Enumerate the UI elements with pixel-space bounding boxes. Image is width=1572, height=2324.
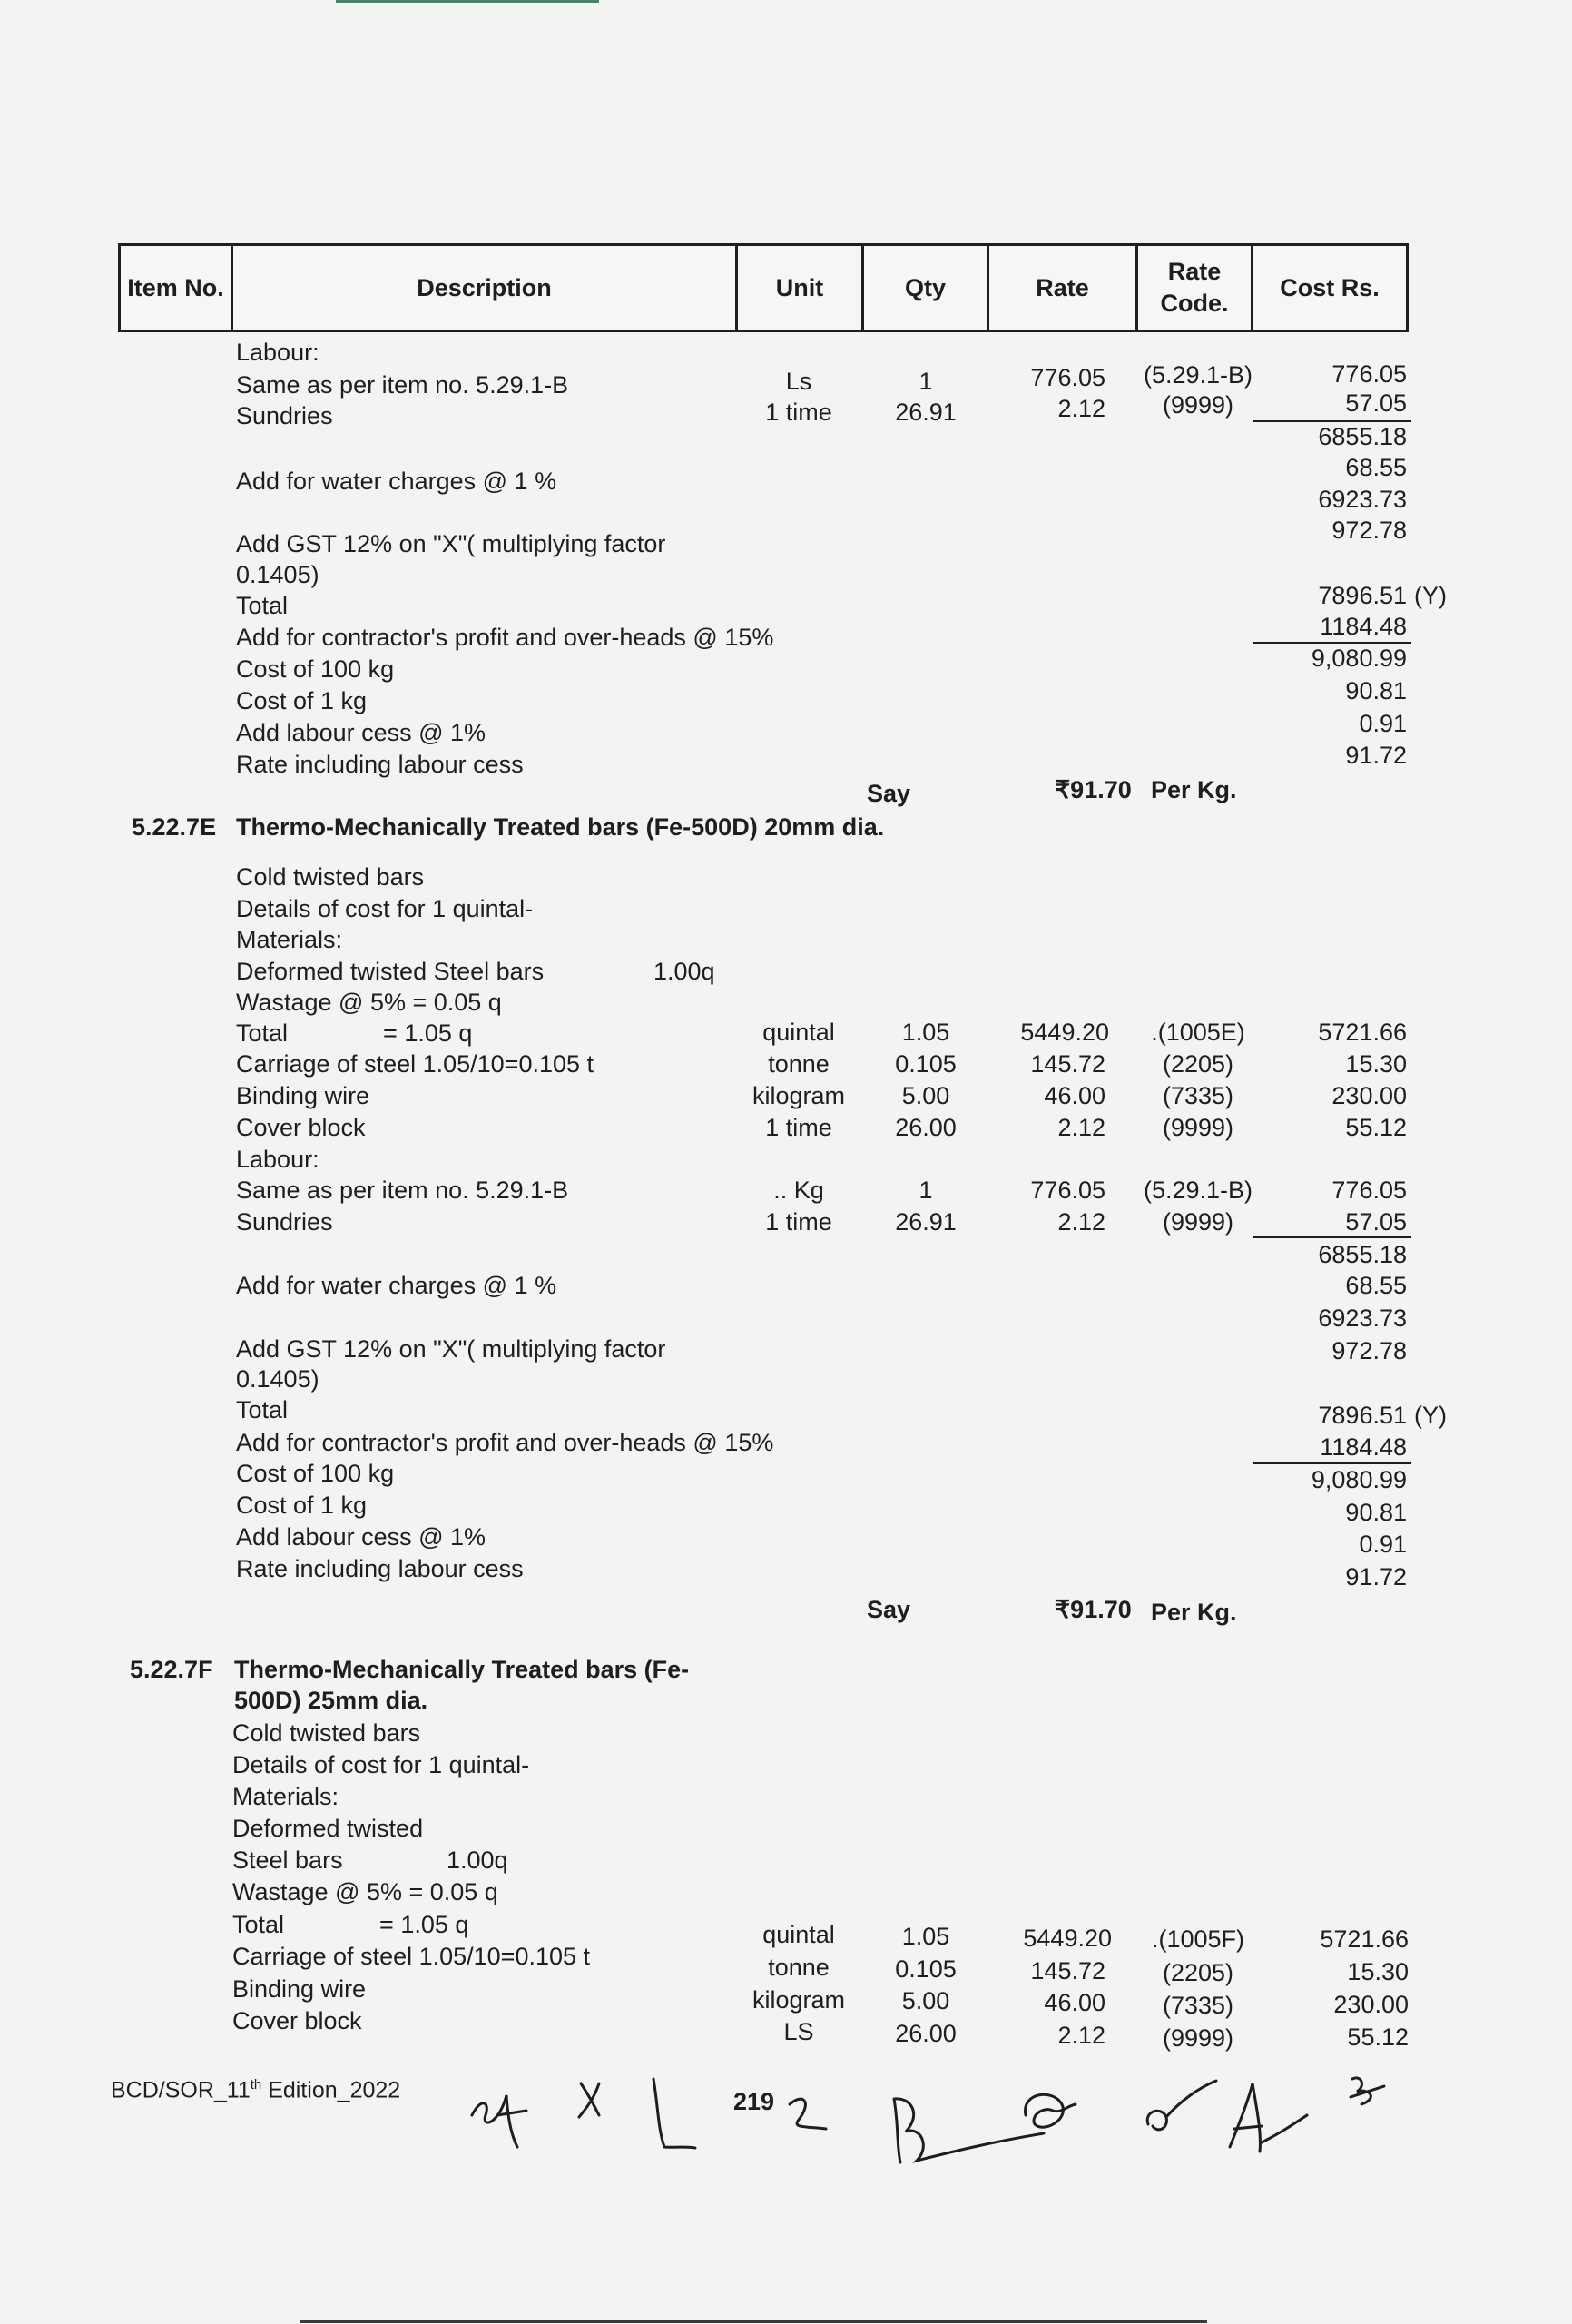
row-cost: 55.12 — [1347, 2024, 1409, 2051]
row-cost: 15.30 — [1347, 1958, 1409, 1985]
row-unit: 1 time — [765, 1114, 832, 1141]
row-desc: Same as per item no. 5.29.1-B — [236, 1177, 569, 1204]
row-unit: 1 time — [765, 1208, 832, 1236]
rate-value: 91.72 — [1345, 742, 1407, 769]
row-unit: 1 time — [765, 399, 832, 426]
deformed-qty: 1.00q — [653, 958, 715, 985]
edition-prefix: BCD/SOR_11 — [111, 2077, 251, 2103]
row-rate: 776.05 — [1030, 364, 1105, 391]
row-unit: kilogram — [752, 1986, 846, 2014]
page-number: 219 — [733, 2088, 775, 2115]
header-rate: Rate — [989, 246, 1138, 330]
edition-suffix: Edition_2022 — [261, 2077, 401, 2103]
water-label: Add for water charges @ 1 % — [236, 1272, 557, 1299]
water-label: Add for water charges @ 1 % — [236, 468, 557, 495]
water-value: 68.55 — [1345, 1272, 1407, 1299]
deformed-label: Deformed twisted — [232, 1815, 424, 1842]
signature-mark — [1351, 2078, 1384, 2104]
row-cost: 5721.66 — [1318, 1019, 1407, 1046]
cost1-value: 90.81 — [1345, 1499, 1407, 1526]
cess-value: 0.91 — [1359, 710, 1407, 737]
row-unit: tonne — [768, 1954, 830, 1981]
cost100-label: Cost of 100 kg — [236, 655, 395, 683]
row-qty: 5.00 — [901, 1987, 950, 2014]
row-code: (7335) — [1162, 1082, 1234, 1109]
total-tag: (Y) — [1414, 1402, 1447, 1429]
gst-value: 972.78 — [1331, 517, 1407, 544]
row-qty: 1.05 — [901, 1923, 950, 1950]
row-code: (9999) — [1162, 2024, 1234, 2052]
signature-mark — [790, 2099, 826, 2129]
row-rate: 2.12 — [1057, 2022, 1105, 2049]
per-unit: Per Kg. — [1151, 1599, 1237, 1626]
text-line: Cold twisted bars — [236, 863, 425, 891]
header-qty: Qty — [864, 246, 989, 330]
row-cost: 230.00 — [1331, 1082, 1407, 1109]
gst-label: Add GST 12% on "X"( multiplying factor — [236, 1335, 666, 1363]
row-rate: 5449.20 — [1020, 1019, 1109, 1046]
row-code: (5.29.1-B) — [1143, 361, 1253, 389]
wastage-line: Wastage @ 5% = 0.05 q — [236, 989, 502, 1016]
row-rate: 2.12 — [1057, 395, 1105, 422]
cost1-label: Cost of 1 kg — [236, 687, 368, 714]
row-code: (9999) — [1162, 1114, 1234, 1141]
row-code: (9999) — [1162, 391, 1234, 419]
rate-label: Rate including labour cess — [236, 1555, 524, 1582]
profit-value: 1184.48 — [1320, 1433, 1407, 1461]
total-tag: (Y) — [1414, 582, 1447, 609]
signature-mark — [894, 2099, 1044, 2162]
row-desc: Cover block — [232, 2007, 362, 2034]
row-cost: 776.05 — [1331, 360, 1407, 388]
say-label: Say — [867, 780, 911, 807]
per-unit: Per Kg. — [1151, 776, 1237, 803]
cess-label: Add labour cess @ 1% — [236, 719, 486, 746]
cess-value: 0.91 — [1359, 1531, 1407, 1558]
total-value: 7896.51 — [1318, 582, 1407, 609]
header-description: Description — [233, 246, 738, 330]
after-water-value: 6923.73 — [1318, 486, 1407, 513]
steel-label: Steel bars — [232, 1846, 343, 1874]
cost100-value: 9,080.99 — [1311, 1466, 1407, 1493]
total-label: Total — [236, 592, 289, 619]
subtotal-value: 6855.18 — [1318, 423, 1407, 450]
row-desc: Carriage of steel 1.05/10=0.105 t — [232, 1943, 591, 1970]
total-line: Total = 1.05 q — [232, 1911, 469, 1938]
row-cost: 57.05 — [1345, 389, 1407, 417]
row-rate: 46.00 — [1044, 1989, 1105, 2016]
header-item-no: Item No. — [121, 246, 233, 330]
row-qty: 1.05 — [901, 1019, 950, 1046]
header-unit: Unit — [738, 246, 864, 330]
row-unit: Ls — [785, 368, 812, 395]
text-line: Details of cost for 1 quintal- — [232, 1751, 530, 1778]
row-code: (2205) — [1162, 1959, 1234, 1986]
sum-rule — [1253, 1236, 1411, 1238]
wastage-line: Wastage @ 5% = 0.05 q — [232, 1878, 498, 1905]
row-desc: Sundries — [236, 1208, 333, 1236]
row-cost: 55.12 — [1345, 1114, 1407, 1141]
table-header — [118, 243, 1409, 332]
row-rate: 2.12 — [1057, 1208, 1105, 1236]
row-rate: 145.72 — [1030, 1050, 1105, 1078]
gst-label-cont: 0.1405) — [236, 561, 319, 588]
row-desc: Sundries — [236, 402, 333, 429]
row-desc: Cover block — [236, 1114, 366, 1141]
row-qty: 26.91 — [895, 399, 957, 426]
row-rate: 5449.20 — [1023, 1925, 1112, 1952]
row-unit: quintal — [762, 1921, 835, 1948]
signature-mark — [653, 2079, 695, 2148]
row-code: (5.29.1-B) — [1143, 1177, 1253, 1204]
edition-footer — [111, 2077, 400, 2103]
profit-label: Add for contractor's profit and over-heads @ 15% — [236, 624, 774, 651]
item-title-cont: 500D) 25mm dia. — [234, 1687, 428, 1714]
item-number: 5.22.7F — [130, 1656, 213, 1683]
header-rate-code: Rate Code. — [1138, 246, 1253, 330]
water-value: 68.55 — [1345, 454, 1407, 481]
row-unit: kilogram — [752, 1082, 846, 1109]
row-code: (9999) — [1162, 1208, 1234, 1236]
row-cost: 57.05 — [1345, 1208, 1407, 1236]
rate-value: 91.72 — [1345, 1563, 1407, 1590]
row-cost: 776.05 — [1331, 1177, 1407, 1204]
row-code: (7335) — [1162, 1992, 1234, 2019]
cess-label: Add labour cess @ 1% — [236, 1523, 486, 1551]
row-rate: 2.12 — [1057, 1114, 1105, 1141]
row-qty: 1 — [919, 1177, 933, 1204]
materials-heading: Materials: — [232, 1783, 339, 1810]
item-title: Thermo-Mechanically Treated bars (Fe- — [234, 1656, 690, 1683]
row-qty: 0.105 — [895, 1955, 957, 1983]
say-amount: ₹91.70 — [1055, 776, 1132, 803]
row-qty: 26.91 — [895, 1208, 957, 1236]
row-cost: 230.00 — [1333, 1991, 1409, 2018]
scan-edge-top — [336, 0, 599, 3]
text-line: Cold twisted bars — [232, 1719, 421, 1747]
row-unit: quintal — [762, 1019, 835, 1046]
say-label: Say — [867, 1596, 911, 1623]
gst-value: 972.78 — [1331, 1337, 1407, 1364]
row-unit: tonne — [768, 1050, 830, 1078]
row-desc: Carriage of steel 1.05/10=0.105 t — [236, 1050, 594, 1078]
profit-label: Add for contractor's profit and over-heads @ 15% — [236, 1429, 774, 1456]
row-code: (2205) — [1162, 1050, 1234, 1078]
row-rate: 776.05 — [1030, 1177, 1105, 1204]
labour-heading: Labour: — [236, 339, 319, 366]
row-code: .(1005E) — [1151, 1019, 1245, 1046]
signature-mark — [472, 2095, 526, 2147]
row-qty: 26.00 — [895, 2020, 957, 2047]
signature-mark — [1026, 2094, 1076, 2127]
row-rate: 145.72 — [1030, 1957, 1105, 1984]
header-cost: Cost Rs. — [1280, 273, 1380, 301]
cost100-label: Cost of 100 kg — [236, 1460, 395, 1487]
row-cost: 5721.66 — [1320, 1925, 1409, 1953]
labour-heading: Labour: — [236, 1146, 319, 1173]
cost1-label: Cost of 1 kg — [236, 1492, 368, 1519]
row-desc: Binding wire — [236, 1082, 370, 1109]
row-code: .(1005F) — [1151, 1925, 1245, 1953]
row-desc: Total = 1.05 q — [236, 1019, 473, 1047]
signature-mark — [1230, 2083, 1307, 2152]
item-number: 5.22.7E — [132, 813, 217, 841]
total-value: 7896.51 — [1318, 1402, 1407, 1429]
gst-label: Add GST 12% on "X"( multiplying factor — [236, 530, 666, 557]
row-desc: Same as per item no. 5.29.1-B — [236, 371, 569, 399]
row-qty: 0.105 — [895, 1050, 957, 1078]
scan-edge-bottom — [300, 2320, 1207, 2323]
row-desc: Binding wire — [232, 1975, 367, 2003]
sum-rule — [1253, 1462, 1411, 1464]
rate-label: Rate including labour cess — [236, 751, 524, 778]
row-unit: .. Kg — [773, 1177, 824, 1204]
steel-qty: 1.00q — [447, 1846, 508, 1874]
cost1-value: 90.81 — [1345, 677, 1407, 704]
edition-superscript: th — [250, 2077, 262, 2093]
row-qty: 5.00 — [901, 1082, 950, 1109]
say-amount: ₹91.70 — [1055, 1596, 1132, 1623]
cost100-value: 9,080.99 — [1311, 645, 1407, 672]
row-cost: 15.30 — [1345, 1050, 1407, 1078]
row-rate: 46.00 — [1044, 1082, 1105, 1109]
row-qty: 26.00 — [895, 1114, 957, 1141]
total-label: Total — [236, 1396, 289, 1423]
text-line: Details of cost for 1 quintal- — [236, 895, 534, 922]
deformed-label: Deformed twisted Steel bars — [236, 958, 545, 985]
profit-value: 1184.48 — [1320, 613, 1407, 640]
materials-heading: Materials: — [236, 926, 343, 953]
signatures — [463, 2061, 1425, 2170]
row-qty: 1 — [919, 368, 933, 395]
subtotal-value: 6855.18 — [1318, 1241, 1407, 1268]
gst-label-cont: 0.1405) — [236, 1365, 319, 1393]
after-water-value: 6923.73 — [1318, 1305, 1407, 1332]
row-unit: LS — [783, 2018, 814, 2045]
signature-mark — [1147, 2081, 1216, 2130]
item-title: Thermo-Mechanically Treated bars (Fe-500D) 20mm dia. — [236, 813, 885, 841]
signature-mark — [579, 2083, 599, 2117]
